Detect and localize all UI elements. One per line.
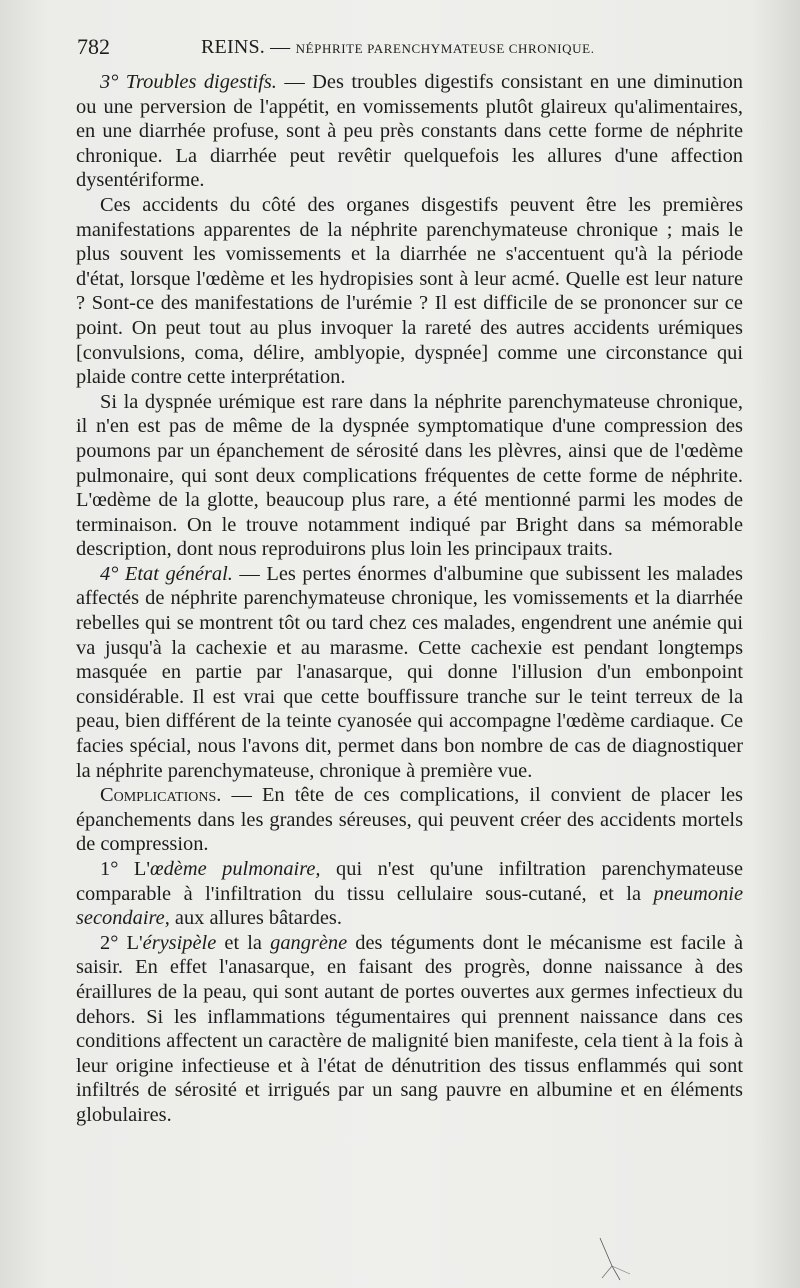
paragraph-text: — En tête de ces complications, il convient de placer les épanchements dans les grandes séreuses, qui peuvent créer des accidents mortels de compression. (76, 784, 743, 856)
italic-term: gangrène (270, 931, 348, 954)
header-subtitle: NÉPHRITE PARENCHYMATEUSE CHRONIQUE. (295, 41, 595, 56)
paragraph-complications (76, 783, 743, 857)
text-run: et la (216, 931, 271, 954)
running-title (201, 36, 595, 59)
section-heading: 4° Etat général. (100, 562, 233, 585)
italic-term: érysipèle (142, 931, 217, 954)
paragraph-dyspnee (76, 390, 743, 562)
text-run: qui n'est qu'une infiltration parenchymateuse comparable à l'infiltration du tissu cellulaire sous-cutané, et la (76, 858, 744, 905)
paragraph-text: — Les pertes énormes d'albumine que subissent les malades affectés de néphrite parenchymateuse chronique, les vomissements et la diarrhée rebelles qui se montrent tôt ou tard chez ces malades, engendrent une anémie qui va jusqu'à la cachexie et au marasme. Cette cachexie est pendant longtemps masquée en partie par l'anasarque, qui donne l'illusion d'un embonpoint considérable. Il est vrai que cette bouffissure tranche sur le teint terreux de la peau, bien différent de la teinte cyanosée qui accompagne l'œdème cardiaque. Ce facies spécial, nous l'avons dit, permet dans bon nombre de cas de diagnostiquer la néphrite parenchymateuse, chronique à première vue. (76, 562, 743, 782)
body-text (76, 70, 743, 1128)
paragraph-text: — Des troubles digestifs consistant en une diminution ou une perversion de l'appétit, en vomissements plutôt glaireux qu'alimentaires, en une diarrhée profuse, sont à peu près constants dans cette forme de néphrite chronique. La diarrhée peut revêtir quelquefois les allures d'une affection dysentériforme. (76, 71, 743, 192)
header-separator: — (264, 36, 296, 58)
text-run: des téguments dont le mécanisme est facile à saisir. En effet l'anasarque, en faisant des progrès, donne naissance à des éraillures de la peau, qui sont autant de portes ouvertes aux germes infectieux du dehors. Si les inflammations tégumentaires qui prennent naissance dans ces conditions affectent un caractère de malignité bien manifeste, cela tient à la fois à leur origine infectieuse et à l'état de dénutrition des tissus enflammés qui sont infiltrés de sérosité et irrigués par un sang pauvre en albumine et en éléments globulaires. (76, 931, 744, 1126)
italic-term: œdème pulmonaire, (150, 858, 321, 880)
paragraph-oedeme-pulmonaire (76, 857, 743, 931)
paragraph-erysipele (76, 931, 743, 1128)
paper-scratch-mark (590, 1236, 650, 1281)
page-number: 782 (77, 34, 110, 59)
paragraph-troubles-digestifs (76, 70, 743, 193)
running-header (77, 34, 757, 64)
text-run: 2° L' (100, 931, 143, 954)
paragraph-etat-general (76, 562, 743, 783)
paragraph-accidents (76, 193, 743, 390)
section-heading: Complications. (100, 784, 222, 807)
italic-term: pneumonie secondaire, (76, 882, 743, 930)
section-heading: 3° Troubles digestifs. (100, 71, 277, 93)
text-run: 1° L' (100, 858, 151, 880)
header-title: REINS. (201, 36, 265, 58)
paragraph-text: Si la dyspnée urémique est rare dans la néphrite parenchymateuse chronique, il n'en est pas de même de la dyspnée symptomatique d'une compression des poumons par un épanchement de sérosité dans les plèvres, ainsi que de l'œdème pulmonaire, qui sont deux complications fréquentes de cette forme de néphrite. L'œdème de la glotte, beaucoup plus rare, a été mentionné parmi les modes de terminaison. On le trouve notamment indiqué par Bright dans sa mémorable description, dont nous reproduirons plus loin les principaux traits. (76, 390, 743, 561)
text-run: aux allures bâtardes. (169, 907, 342, 930)
paragraph-text: Ces accidents du côté des organes disgestifs peuvent être les premières manifestations apparentes de la néphrite parenchymateuse chronique ; mais le plus souvent les vomissements et la diarrhée ne s'accentuent qu'à la période d'état, lorsque l'œdème et les hydropisies sont à leur acmé. Quelle est leur nature ? Sont-ce des manifestations de l'urémie ? Il est difficile de se prononcer sur ce point. On peut tout au plus invoquer la rareté des autres accidents urémiques [convulsions, coma, délire, amblyopie, dyspnée] comme une circonstance qui plaide contre cette interprétation. (76, 193, 743, 389)
